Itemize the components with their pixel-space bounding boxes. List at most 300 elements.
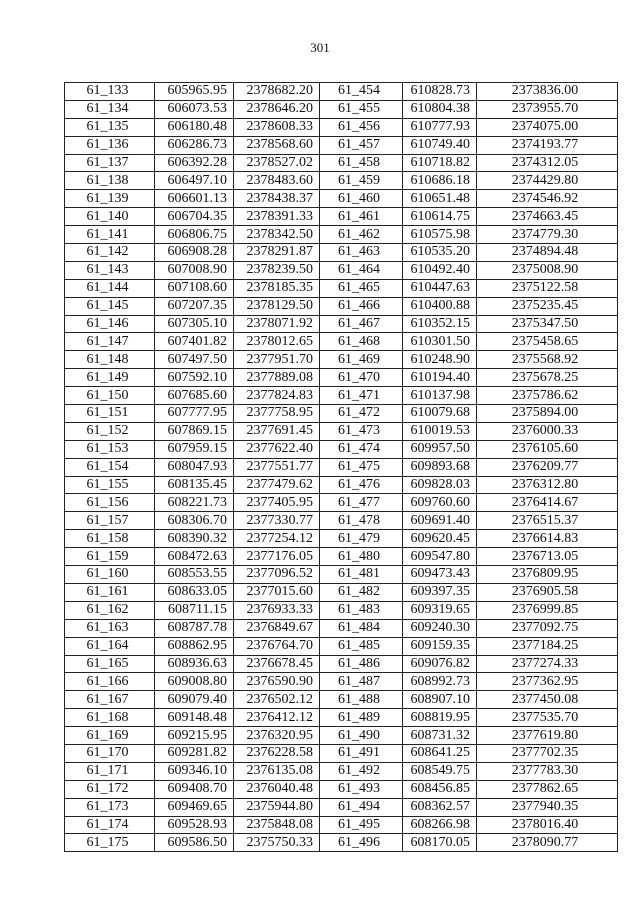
table-row	[65, 261, 618, 279]
table-row	[65, 780, 618, 798]
table-body	[65, 83, 618, 852]
point-id-cell: 61_174	[65, 816, 155, 834]
table-row	[65, 190, 618, 208]
y-coordinate-cell: 2378682.20	[234, 83, 320, 101]
x-coordinate-cell: 608170.05	[403, 834, 477, 852]
x-coordinate-cell: 609893.68	[403, 458, 477, 476]
x-coordinate-cell: 608862.95	[155, 637, 234, 655]
y-coordinate-cell: 2377330.77	[234, 512, 320, 530]
x-coordinate-cell: 608936.63	[155, 655, 234, 673]
table-row	[65, 172, 618, 190]
point-id-cell: 61_156	[65, 494, 155, 512]
table-row	[65, 136, 618, 154]
x-coordinate-cell: 610535.20	[403, 244, 477, 262]
y-coordinate-cell: 2375235.45	[477, 297, 618, 315]
x-coordinate-cell: 609240.30	[403, 619, 477, 637]
point-id-cell: 61_170	[65, 744, 155, 762]
table-row	[65, 583, 618, 601]
point-id-cell: 61_152	[65, 422, 155, 440]
point-id-cell: 61_494	[320, 798, 403, 816]
x-coordinate-cell: 610804.38	[403, 100, 477, 118]
x-coordinate-cell: 607592.10	[155, 369, 234, 387]
table-row	[65, 744, 618, 762]
x-coordinate-cell: 606180.48	[155, 118, 234, 136]
y-coordinate-cell: 2378016.40	[477, 816, 618, 834]
x-coordinate-cell: 608472.63	[155, 548, 234, 566]
table-row	[65, 601, 618, 619]
point-id-cell: 61_172	[65, 780, 155, 798]
y-coordinate-cell: 2376678.45	[234, 655, 320, 673]
y-coordinate-cell: 2377862.65	[477, 780, 618, 798]
x-coordinate-cell: 608549.75	[403, 762, 477, 780]
table-row	[65, 83, 618, 101]
point-id-cell: 61_166	[65, 673, 155, 691]
point-id-cell: 61_141	[65, 226, 155, 244]
point-id-cell: 61_472	[320, 405, 403, 423]
point-id-cell: 61_492	[320, 762, 403, 780]
x-coordinate-cell: 609760.60	[403, 494, 477, 512]
y-coordinate-cell: 2377254.12	[234, 530, 320, 548]
point-id-cell: 61_486	[320, 655, 403, 673]
point-id-cell: 61_155	[65, 476, 155, 494]
point-id-cell: 61_479	[320, 530, 403, 548]
x-coordinate-cell: 608456.85	[403, 780, 477, 798]
y-coordinate-cell: 2374779.30	[477, 226, 618, 244]
y-coordinate-cell: 2375347.50	[477, 315, 618, 333]
table-row	[65, 100, 618, 118]
point-id-cell: 61_469	[320, 351, 403, 369]
x-coordinate-cell: 609148.48	[155, 709, 234, 727]
point-id-cell: 61_481	[320, 566, 403, 584]
y-coordinate-cell: 2374546.92	[477, 190, 618, 208]
y-coordinate-cell: 2376228.58	[234, 744, 320, 762]
x-coordinate-cell: 610575.98	[403, 226, 477, 244]
x-coordinate-cell: 609528.93	[155, 816, 234, 834]
x-coordinate-cell: 607108.60	[155, 279, 234, 297]
point-id-cell: 61_158	[65, 530, 155, 548]
y-coordinate-cell: 2376614.83	[477, 530, 618, 548]
x-coordinate-cell: 610019.53	[403, 422, 477, 440]
x-coordinate-cell: 609620.45	[403, 530, 477, 548]
point-id-cell: 61_496	[320, 834, 403, 852]
y-coordinate-cell: 2377184.25	[477, 637, 618, 655]
x-coordinate-cell: 606601.13	[155, 190, 234, 208]
point-id-cell: 61_148	[65, 351, 155, 369]
table-row	[65, 387, 618, 405]
point-id-cell: 61_163	[65, 619, 155, 637]
table-row	[65, 351, 618, 369]
point-id-cell: 61_458	[320, 154, 403, 172]
x-coordinate-cell: 610651.48	[403, 190, 477, 208]
point-id-cell: 61_455	[320, 100, 403, 118]
y-coordinate-cell: 2376414.67	[477, 494, 618, 512]
table-row	[65, 440, 618, 458]
point-id-cell: 61_475	[320, 458, 403, 476]
table-row	[65, 369, 618, 387]
x-coordinate-cell: 610352.15	[403, 315, 477, 333]
y-coordinate-cell: 2377619.80	[477, 727, 618, 745]
point-id-cell: 61_144	[65, 279, 155, 297]
point-id-cell: 61_484	[320, 619, 403, 637]
point-id-cell: 61_461	[320, 208, 403, 226]
y-coordinate-cell: 2378090.77	[477, 834, 618, 852]
x-coordinate-cell: 610777.93	[403, 118, 477, 136]
y-coordinate-cell: 2376000.33	[477, 422, 618, 440]
y-coordinate-cell: 2373955.70	[477, 100, 618, 118]
y-coordinate-cell: 2376040.48	[234, 780, 320, 798]
x-coordinate-cell: 609076.82	[403, 655, 477, 673]
y-coordinate-cell: 2378185.35	[234, 279, 320, 297]
y-coordinate-cell: 2376764.70	[234, 637, 320, 655]
point-id-cell: 61_465	[320, 279, 403, 297]
y-coordinate-cell: 2377015.60	[234, 583, 320, 601]
x-coordinate-cell: 609408.70	[155, 780, 234, 798]
y-coordinate-cell: 2376320.95	[234, 727, 320, 745]
y-coordinate-cell: 2377691.45	[234, 422, 320, 440]
point-id-cell: 61_164	[65, 637, 155, 655]
point-id-cell: 61_151	[65, 405, 155, 423]
x-coordinate-cell: 609281.82	[155, 744, 234, 762]
point-id-cell: 61_466	[320, 297, 403, 315]
y-coordinate-cell: 2375458.65	[477, 333, 618, 351]
table-row	[65, 315, 618, 333]
point-id-cell: 61_139	[65, 190, 155, 208]
y-coordinate-cell: 2378391.33	[234, 208, 320, 226]
y-coordinate-cell: 2375122.58	[477, 279, 618, 297]
x-coordinate-cell: 610194.40	[403, 369, 477, 387]
x-coordinate-cell: 605965.95	[155, 83, 234, 101]
point-id-cell: 61_478	[320, 512, 403, 530]
y-coordinate-cell: 2375678.25	[477, 369, 618, 387]
x-coordinate-cell: 610686.18	[403, 172, 477, 190]
point-id-cell: 61_485	[320, 637, 403, 655]
x-coordinate-cell: 609159.35	[403, 637, 477, 655]
point-id-cell: 61_473	[320, 422, 403, 440]
x-coordinate-cell: 607869.15	[155, 422, 234, 440]
table-row	[65, 655, 618, 673]
point-id-cell: 61_149	[65, 369, 155, 387]
y-coordinate-cell: 2376933.33	[234, 601, 320, 619]
point-id-cell: 61_467	[320, 315, 403, 333]
y-coordinate-cell: 2376590.90	[234, 673, 320, 691]
x-coordinate-cell: 606073.53	[155, 100, 234, 118]
table-row	[65, 673, 618, 691]
x-coordinate-cell: 608787.78	[155, 619, 234, 637]
table-row	[65, 422, 618, 440]
x-coordinate-cell: 609473.43	[403, 566, 477, 584]
table-row	[65, 834, 618, 852]
table-row	[65, 762, 618, 780]
y-coordinate-cell: 2376412.12	[234, 709, 320, 727]
x-coordinate-cell: 609319.65	[403, 601, 477, 619]
x-coordinate-cell: 607777.95	[155, 405, 234, 423]
point-id-cell: 61_476	[320, 476, 403, 494]
point-id-cell: 61_162	[65, 601, 155, 619]
point-id-cell: 61_160	[65, 566, 155, 584]
y-coordinate-cell: 2375568.92	[477, 351, 618, 369]
x-coordinate-cell: 608362.57	[403, 798, 477, 816]
x-coordinate-cell: 610248.90	[403, 351, 477, 369]
y-coordinate-cell: 2376905.58	[477, 583, 618, 601]
x-coordinate-cell: 609547.80	[403, 548, 477, 566]
point-id-cell: 61_493	[320, 780, 403, 798]
table-row	[65, 208, 618, 226]
y-coordinate-cell: 2374075.00	[477, 118, 618, 136]
y-coordinate-cell: 2375750.33	[234, 834, 320, 852]
x-coordinate-cell: 609586.50	[155, 834, 234, 852]
y-coordinate-cell: 2378527.02	[234, 154, 320, 172]
point-id-cell: 61_480	[320, 548, 403, 566]
y-coordinate-cell: 2377824.83	[234, 387, 320, 405]
point-id-cell: 61_457	[320, 136, 403, 154]
y-coordinate-cell: 2378646.20	[234, 100, 320, 118]
y-coordinate-cell: 2374193.77	[477, 136, 618, 154]
y-coordinate-cell: 2377092.75	[477, 619, 618, 637]
point-id-cell: 61_165	[65, 655, 155, 673]
point-id-cell: 61_168	[65, 709, 155, 727]
point-id-cell: 61_143	[65, 261, 155, 279]
y-coordinate-cell: 2377951.70	[234, 351, 320, 369]
y-coordinate-cell: 2375786.62	[477, 387, 618, 405]
x-coordinate-cell: 608306.70	[155, 512, 234, 530]
point-id-cell: 61_483	[320, 601, 403, 619]
x-coordinate-cell: 609469.65	[155, 798, 234, 816]
point-id-cell: 61_488	[320, 691, 403, 709]
point-id-cell: 61_487	[320, 673, 403, 691]
table-row	[65, 458, 618, 476]
x-coordinate-cell: 606704.35	[155, 208, 234, 226]
y-coordinate-cell: 2377940.35	[477, 798, 618, 816]
y-coordinate-cell: 2376312.80	[477, 476, 618, 494]
table-row	[65, 548, 618, 566]
y-coordinate-cell: 2376713.05	[477, 548, 618, 566]
y-coordinate-cell: 2378438.37	[234, 190, 320, 208]
x-coordinate-cell: 608553.55	[155, 566, 234, 584]
point-id-cell: 61_454	[320, 83, 403, 101]
y-coordinate-cell: 2374894.48	[477, 244, 618, 262]
x-coordinate-cell: 606392.28	[155, 154, 234, 172]
coordinates-table	[64, 82, 618, 852]
x-coordinate-cell: 606497.10	[155, 172, 234, 190]
point-id-cell: 61_456	[320, 118, 403, 136]
x-coordinate-cell: 607401.82	[155, 333, 234, 351]
x-coordinate-cell: 607497.50	[155, 351, 234, 369]
point-id-cell: 61_474	[320, 440, 403, 458]
point-id-cell: 61_489	[320, 709, 403, 727]
x-coordinate-cell: 610079.68	[403, 405, 477, 423]
x-coordinate-cell: 609957.50	[403, 440, 477, 458]
point-id-cell: 61_173	[65, 798, 155, 816]
y-coordinate-cell: 2377096.52	[234, 566, 320, 584]
point-id-cell: 61_146	[65, 315, 155, 333]
x-coordinate-cell: 610301.50	[403, 333, 477, 351]
point-id-cell: 61_145	[65, 297, 155, 315]
y-coordinate-cell: 2378342.50	[234, 226, 320, 244]
y-coordinate-cell: 2378012.65	[234, 333, 320, 351]
y-coordinate-cell: 2377274.33	[477, 655, 618, 673]
x-coordinate-cell: 608266.98	[403, 816, 477, 834]
x-coordinate-cell: 608731.32	[403, 727, 477, 745]
y-coordinate-cell: 2375894.00	[477, 405, 618, 423]
point-id-cell: 61_161	[65, 583, 155, 601]
point-id-cell: 61_135	[65, 118, 155, 136]
point-id-cell: 61_468	[320, 333, 403, 351]
y-coordinate-cell: 2377702.35	[477, 744, 618, 762]
point-id-cell: 61_136	[65, 136, 155, 154]
point-id-cell: 61_460	[320, 190, 403, 208]
y-coordinate-cell: 2374663.45	[477, 208, 618, 226]
x-coordinate-cell: 610718.82	[403, 154, 477, 172]
point-id-cell: 61_153	[65, 440, 155, 458]
y-coordinate-cell: 2378129.50	[234, 297, 320, 315]
x-coordinate-cell: 610828.73	[403, 83, 477, 101]
x-coordinate-cell: 609397.35	[403, 583, 477, 601]
table-row	[65, 297, 618, 315]
y-coordinate-cell: 2377405.95	[234, 494, 320, 512]
x-coordinate-cell: 607685.60	[155, 387, 234, 405]
y-coordinate-cell: 2376135.08	[234, 762, 320, 780]
x-coordinate-cell: 609346.10	[155, 762, 234, 780]
y-coordinate-cell: 2375008.90	[477, 261, 618, 279]
point-id-cell: 61_470	[320, 369, 403, 387]
x-coordinate-cell: 608819.95	[403, 709, 477, 727]
x-coordinate-cell: 607959.15	[155, 440, 234, 458]
y-coordinate-cell: 2377622.40	[234, 440, 320, 458]
table-row	[65, 476, 618, 494]
x-coordinate-cell: 606806.75	[155, 226, 234, 244]
table-row	[65, 512, 618, 530]
table-row	[65, 709, 618, 727]
y-coordinate-cell: 2373836.00	[477, 83, 618, 101]
y-coordinate-cell: 2377551.77	[234, 458, 320, 476]
y-coordinate-cell: 2377889.08	[234, 369, 320, 387]
point-id-cell: 61_150	[65, 387, 155, 405]
x-coordinate-cell: 609008.80	[155, 673, 234, 691]
y-coordinate-cell: 2378608.33	[234, 118, 320, 136]
point-id-cell: 61_491	[320, 744, 403, 762]
point-id-cell: 61_464	[320, 261, 403, 279]
point-id-cell: 61_175	[65, 834, 155, 852]
y-coordinate-cell: 2378568.60	[234, 136, 320, 154]
x-coordinate-cell: 610137.98	[403, 387, 477, 405]
point-id-cell: 61_459	[320, 172, 403, 190]
x-coordinate-cell: 608047.93	[155, 458, 234, 476]
x-coordinate-cell: 610614.75	[403, 208, 477, 226]
point-id-cell: 61_471	[320, 387, 403, 405]
point-id-cell: 61_495	[320, 816, 403, 834]
y-coordinate-cell: 2377479.62	[234, 476, 320, 494]
x-coordinate-cell: 608390.32	[155, 530, 234, 548]
point-id-cell: 61_490	[320, 727, 403, 745]
point-id-cell: 61_159	[65, 548, 155, 566]
x-coordinate-cell: 610749.40	[403, 136, 477, 154]
y-coordinate-cell: 2378071.92	[234, 315, 320, 333]
y-coordinate-cell: 2376209.77	[477, 458, 618, 476]
point-id-cell: 61_154	[65, 458, 155, 476]
y-coordinate-cell: 2376999.85	[477, 601, 618, 619]
y-coordinate-cell: 2377783.30	[477, 762, 618, 780]
y-coordinate-cell: 2375944.80	[234, 798, 320, 816]
table-row	[65, 333, 618, 351]
y-coordinate-cell: 2377362.95	[477, 673, 618, 691]
x-coordinate-cell: 607207.35	[155, 297, 234, 315]
x-coordinate-cell: 606286.73	[155, 136, 234, 154]
y-coordinate-cell: 2376809.95	[477, 566, 618, 584]
point-id-cell: 61_147	[65, 333, 155, 351]
x-coordinate-cell: 608633.05	[155, 583, 234, 601]
y-coordinate-cell: 2378239.50	[234, 261, 320, 279]
x-coordinate-cell: 608992.73	[403, 673, 477, 691]
y-coordinate-cell: 2377535.70	[477, 709, 618, 727]
y-coordinate-cell: 2374429.80	[477, 172, 618, 190]
point-id-cell: 61_462	[320, 226, 403, 244]
table-row	[65, 566, 618, 584]
y-coordinate-cell: 2376502.12	[234, 691, 320, 709]
x-coordinate-cell: 607305.10	[155, 315, 234, 333]
point-id-cell: 61_157	[65, 512, 155, 530]
x-coordinate-cell: 609691.40	[403, 512, 477, 530]
point-id-cell: 61_140	[65, 208, 155, 226]
y-coordinate-cell: 2377758.95	[234, 405, 320, 423]
point-id-cell: 61_133	[65, 83, 155, 101]
table-row	[65, 727, 618, 745]
table-row	[65, 244, 618, 262]
point-id-cell: 61_167	[65, 691, 155, 709]
table-row	[65, 279, 618, 297]
x-coordinate-cell: 610492.40	[403, 261, 477, 279]
x-coordinate-cell: 608135.45	[155, 476, 234, 494]
y-coordinate-cell: 2375848.08	[234, 816, 320, 834]
table-row	[65, 226, 618, 244]
y-coordinate-cell: 2377176.05	[234, 548, 320, 566]
y-coordinate-cell: 2374312.05	[477, 154, 618, 172]
y-coordinate-cell: 2376849.67	[234, 619, 320, 637]
x-coordinate-cell: 609079.40	[155, 691, 234, 709]
point-id-cell: 61_171	[65, 762, 155, 780]
y-coordinate-cell: 2376105.60	[477, 440, 618, 458]
point-id-cell: 61_482	[320, 583, 403, 601]
x-coordinate-cell: 608907.10	[403, 691, 477, 709]
y-coordinate-cell: 2378291.87	[234, 244, 320, 262]
point-id-cell: 61_169	[65, 727, 155, 745]
x-coordinate-cell: 609828.03	[403, 476, 477, 494]
x-coordinate-cell: 608221.73	[155, 494, 234, 512]
table-row	[65, 154, 618, 172]
point-id-cell: 61_142	[65, 244, 155, 262]
table-row	[65, 619, 618, 637]
x-coordinate-cell: 608711.15	[155, 601, 234, 619]
x-coordinate-cell: 608641.25	[403, 744, 477, 762]
y-coordinate-cell: 2378483.60	[234, 172, 320, 190]
table-row	[65, 405, 618, 423]
table-row	[65, 637, 618, 655]
point-id-cell: 61_477	[320, 494, 403, 512]
point-id-cell: 61_137	[65, 154, 155, 172]
x-coordinate-cell: 606908.28	[155, 244, 234, 262]
x-coordinate-cell: 610400.88	[403, 297, 477, 315]
point-id-cell: 61_138	[65, 172, 155, 190]
x-coordinate-cell: 609215.95	[155, 727, 234, 745]
y-coordinate-cell: 2377450.08	[477, 691, 618, 709]
table-row	[65, 816, 618, 834]
x-coordinate-cell: 607008.90	[155, 261, 234, 279]
point-id-cell: 61_134	[65, 100, 155, 118]
point-id-cell: 61_463	[320, 244, 403, 262]
table-row	[65, 530, 618, 548]
table-row	[65, 798, 618, 816]
page-number: 301	[310, 40, 330, 55]
table-row	[65, 691, 618, 709]
